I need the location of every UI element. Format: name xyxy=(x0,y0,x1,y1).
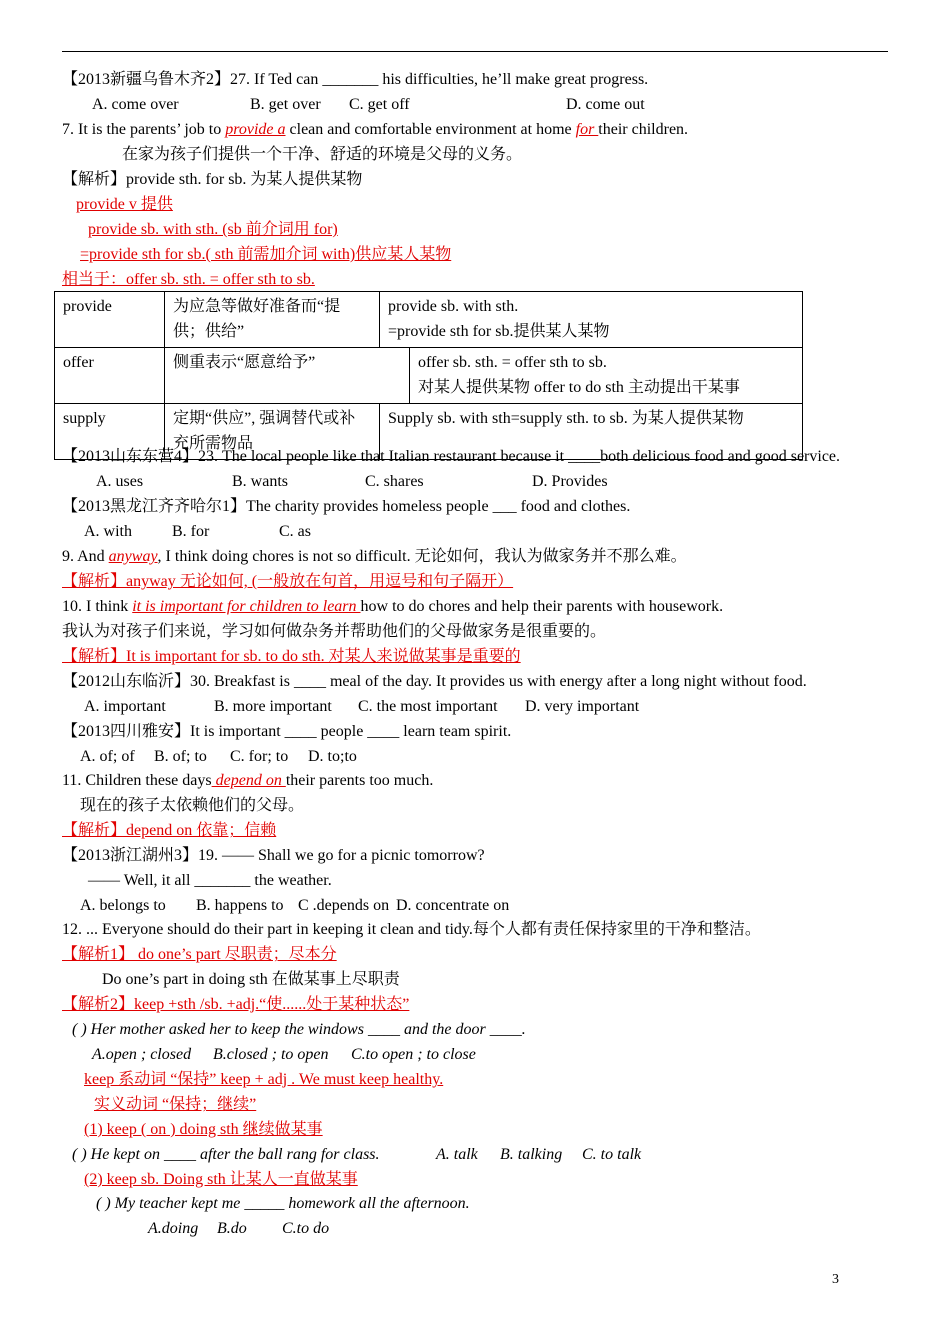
option-b: B. of; to xyxy=(154,748,207,765)
page-number: 3 xyxy=(832,1272,839,1287)
table-cell: provide sb. with sth. =provide sth for sb.提供某人某物 xyxy=(380,292,803,348)
analysis-provide: 【解析】provide sth. for sb. 为某人提供某物 xyxy=(62,171,363,188)
header-rule xyxy=(62,51,888,52)
question-2013-dongying: 【2013山东东营4】23. The local people like that Italian restaurant because it ____both delicious food and good service. xyxy=(62,448,841,465)
note-keep-on-doing: (1) keep ( on ) doing sth 继续做某事 xyxy=(84,1121,323,1138)
exercise-keep-windows: ( ) Her mother asked her to keep the windows ____ and the door ____. xyxy=(72,1021,526,1038)
item-11-keyword: depend on xyxy=(211,772,286,789)
option-b: B. get over xyxy=(250,96,321,113)
analysis-2-keep: 【解析2】keep +sth /sb. +adj.“使......处于某种状态” xyxy=(62,996,410,1013)
option-a: A. with xyxy=(84,523,132,540)
option-c: C. as xyxy=(279,523,311,540)
option-b: B. wants xyxy=(232,473,288,490)
option-b: B. more important xyxy=(214,698,332,715)
table-cell: 为应急等做好准备而“提供；供给” xyxy=(165,292,380,348)
option-c: C. get off xyxy=(349,96,410,113)
option-a: A. belongs to xyxy=(80,897,166,914)
option-b: B.closed ; to open xyxy=(213,1046,329,1063)
option-d: D. concentrate on xyxy=(396,897,510,914)
table-cell: offer xyxy=(55,348,165,404)
question-2013-huzhou-answer: —— Well, it all _______ the weather. xyxy=(88,872,332,889)
analysis-depend-on: 【解析】depend on 依靠；信赖 xyxy=(62,822,277,839)
option-a: A. come over xyxy=(92,96,179,113)
item-12: 12. ... Everyone should do their part in keeping it clean and tidy.每个人都有责任保持家里的干净和整洁。 xyxy=(62,921,761,938)
option-b: B. talking xyxy=(500,1146,563,1163)
option-a: A. uses xyxy=(96,473,144,490)
option-d: D. to;to xyxy=(308,748,357,765)
table-row xyxy=(55,292,803,348)
option-d: D. very important xyxy=(525,698,640,715)
option-c: C. the most important xyxy=(358,698,498,715)
question-2013-xinjiang: 【2013新疆乌鲁木齐2】27. If Ted can _______ his difficulties, he’ll make great progress. xyxy=(62,71,649,88)
item-7-keyword: provide a xyxy=(225,121,286,138)
item-10-translation: 我认为对孩子们来说，学习如何做杂务并帮助他们的父母做家务是很重要的。 xyxy=(62,623,607,640)
option-b: B. for xyxy=(172,523,210,540)
question-2013-huzhou: 【2013浙江湖州3】19. —— Shall we go for a picnic tomorrow? xyxy=(62,847,485,864)
table-cell: supply xyxy=(55,404,165,460)
note-provide-with: provide sb. with sth. (sb 前介词用 for) xyxy=(88,221,338,238)
option-c: C. to talk xyxy=(582,1146,642,1163)
note-keep-linking-verb: keep 系动词 “保持” keep + adj . We must keep healthy. xyxy=(84,1071,444,1088)
table-cell: Supply sb. with sth=supply sth. to sb. 为某人提供某物 xyxy=(380,404,803,460)
item-11-translation: 现在的孩子太依赖他们的父母。 xyxy=(80,797,305,814)
note-keep-sb-doing: (2) keep sb. Doing sth 让某人一直做某事 xyxy=(84,1171,358,1188)
option-c: C.to do xyxy=(282,1220,330,1237)
item-11: 11. Children these days depend on their parents too much. xyxy=(62,772,434,789)
note-keep-notional-verb: 实义动词 “保持；继续” xyxy=(94,1096,257,1113)
table-row xyxy=(55,348,803,404)
option-a: A. talk xyxy=(436,1146,478,1163)
note-provide-for: =provide sth for sb.( sth 前需加介词 with)供应某人某物 xyxy=(80,246,452,263)
item-9-keyword: anyway xyxy=(108,548,158,565)
table-cell: 定期“供应”, 强调替代或补充所需物品 xyxy=(165,404,380,460)
item-7-keyword-for: for xyxy=(575,121,599,138)
option-c: C. shares xyxy=(365,473,424,490)
option-d: D. Provides xyxy=(532,473,608,490)
note-offer: 相当于：offer sb. sth. = offer sth to sb. xyxy=(62,271,315,288)
table-cell: offer sb. sth. = offer sth to sb. 对某人提供某物 offer to do sth 主动提出干某事 xyxy=(410,348,803,404)
analysis-important: 【解析】It is important for sb. to do sth. 对某人来说做某事是重要的 xyxy=(62,648,521,665)
option-c: C. for; to xyxy=(230,748,289,765)
exercise-kept-me: ( ) My teacher kept me _____ homework all the afternoon. xyxy=(96,1195,470,1212)
question-2013-qiqihar: 【2013黑龙江齐齐哈尔1】The charity provides homeless people ___ food and clothes. xyxy=(62,498,631,515)
exercise-kept-on: ( ) He kept on ____ after the ball rang for class. xyxy=(72,1146,380,1163)
option-a: A. important xyxy=(84,698,166,715)
analysis-1-do-ones-part: 【解析1】 do one’s part 尽职责；尽本分 xyxy=(62,946,337,963)
analysis-anyway: 【解析】anyway 无论如何, (一般放在句首，用逗号和句子隔开） xyxy=(62,573,514,590)
comparison-table xyxy=(54,291,803,460)
option-a: A.doing xyxy=(148,1220,199,1237)
option-a: A. of; of xyxy=(80,748,135,765)
note-provide-verb: provide v 提供 xyxy=(76,196,173,213)
item-7-translation: 在家为孩子们提供一个干净、舒适的环境是父母的义务。 xyxy=(122,146,523,163)
option-c: C.to open ; to close xyxy=(351,1046,476,1063)
item-10-keyword: it is important for children to learn xyxy=(132,598,361,615)
option-d: D. come out xyxy=(566,96,645,113)
option-b: B. happens to xyxy=(196,897,284,914)
item-10: 10. I think it is important for children to learn how to do chores and help their parents with housework. xyxy=(62,598,724,615)
note-do-ones-part: Do one’s part in doing sth 在做某事上尽职责 xyxy=(102,971,400,988)
question-2013-yaan: 【2013四川雅安】It is important ____ people ____ learn team spirit. xyxy=(62,723,512,740)
table-cell: 侧重表示“愿意给予” xyxy=(165,348,410,404)
option-a: A.open ; closed xyxy=(92,1046,192,1063)
question-2012-linyi: 【2012山东临沂】30. Breakfast is ____ meal of the day. It provides us with energy after a long night without food. xyxy=(62,673,807,690)
option-b: B.do xyxy=(217,1220,247,1237)
item-7: 7. It is the parents’ job to provide a clean and comfortable environment at home for their children. xyxy=(62,121,689,138)
table-cell: provide xyxy=(55,292,165,348)
option-c: C .depends on xyxy=(298,897,390,914)
item-9: 9. And anyway, I think doing chores is not so difficult. 无论如何，我认为做家务并不那么难。 xyxy=(62,548,687,565)
